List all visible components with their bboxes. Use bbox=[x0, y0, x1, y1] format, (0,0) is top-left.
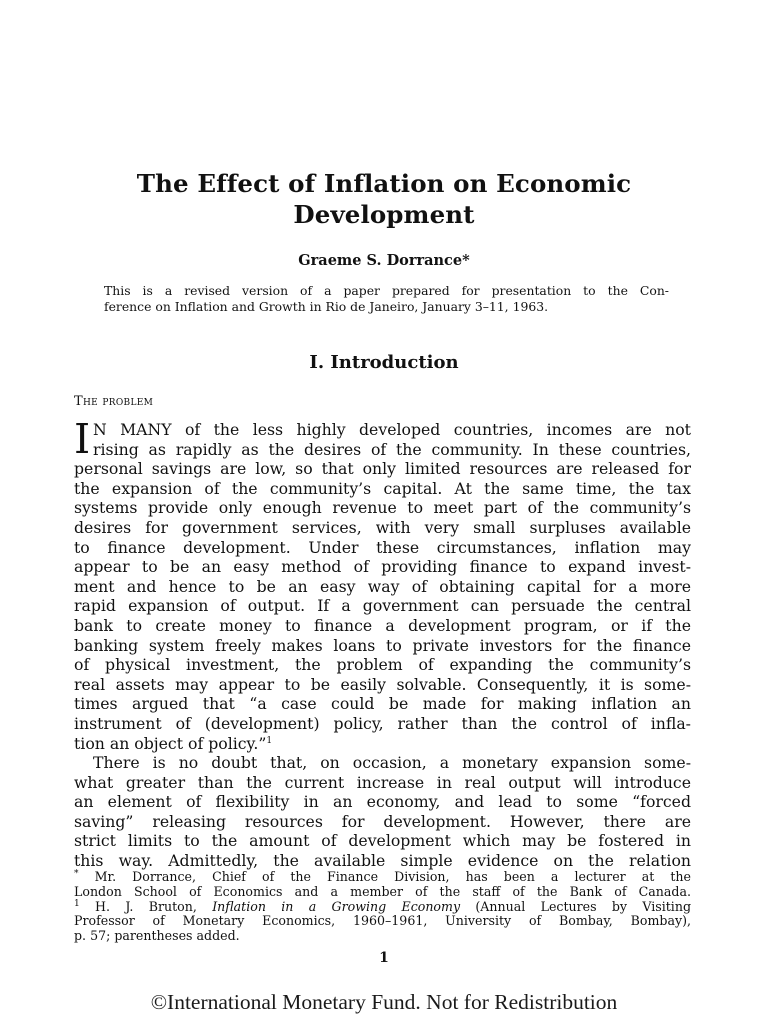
body-line bbox=[74, 636, 691, 656]
body-line bbox=[74, 459, 691, 479]
paragraph-2 bbox=[74, 753, 691, 871]
body-line: saving” releasing resources for development. However, there are bbox=[74, 811, 691, 831]
body-line bbox=[74, 655, 691, 675]
revision-note bbox=[104, 283, 669, 314]
body-line-text: the expansion of the community’s capital. At the same time, the tax bbox=[74, 478, 691, 498]
body-line bbox=[74, 596, 691, 616]
revision-note-line-1: This is a revised version of a paper prepared for presentation to the Con- bbox=[104, 283, 669, 298]
footnote-1 bbox=[74, 900, 691, 915]
body-line bbox=[74, 734, 691, 754]
body-line-text: systems provide only enough revenue to meet part of the community’s bbox=[74, 498, 691, 518]
paragraph-1 bbox=[74, 415, 691, 753]
body-line-text: instrument of (development) policy, rather than the control of infla- bbox=[74, 713, 691, 733]
body-line bbox=[74, 498, 691, 518]
body-line bbox=[74, 538, 691, 558]
body-line bbox=[74, 518, 691, 538]
body-line-text: real assets may appear to be easily solvable. Consequently, it is some- bbox=[74, 674, 691, 694]
footnote-star-line-2: London School of Economics and a member of the staff of the Bank of Canada. bbox=[74, 883, 691, 899]
body-line-text: banking system freely makes loans to private investors for the finance bbox=[74, 635, 691, 655]
body-line: what greater than the current increase in real output will introduce bbox=[74, 772, 691, 792]
body-line-text: to finance development. Under these circumstances, inflation may bbox=[74, 537, 691, 557]
page-number: 1 bbox=[379, 950, 389, 966]
body-text bbox=[74, 415, 691, 871]
footnote-star-mark: * bbox=[74, 868, 79, 879]
body-line-text: desires for government services, with very small surpluses available bbox=[74, 517, 691, 537]
body-line: There is no doubt that, on occasion, a monetary expansion some- bbox=[93, 753, 691, 773]
revision-note-line-2: ference on Inflation and Growth in Rio de Janeiro, January 3–11, 1963. bbox=[104, 298, 549, 314]
footnote-1-mark: 1 bbox=[74, 898, 80, 909]
body-line bbox=[74, 694, 691, 714]
footnote-1-line-3: p. 57; parentheses added. bbox=[74, 928, 240, 944]
body-line-text: bank to create money to finance a development program, or if the bbox=[74, 615, 691, 635]
footnote-ref-1: 1 bbox=[266, 735, 273, 746]
body-line-text: ment and hence to be an easy way of obtaining capital for a more bbox=[74, 576, 691, 596]
body-line-text: personal savings are low, so that only limited resources are released for bbox=[74, 459, 691, 479]
body-line-text: of physical investment, the problem of expanding the community’s bbox=[74, 655, 691, 675]
paper-title bbox=[70, 168, 698, 230]
footnote-1-author: H. J. Bruton, bbox=[79, 898, 213, 914]
body-line-text: N MANY of the less highly developed countries, incomes are not bbox=[93, 420, 691, 439]
body-line-text: tion an object of policy.” bbox=[74, 733, 267, 753]
body-line: an element of flexibility in an economy, and lead to some “forced bbox=[74, 792, 691, 812]
footnote-1-book-title: Inflation in a Growing Economy bbox=[212, 898, 461, 914]
body-line bbox=[74, 557, 691, 577]
body-line: this way. Admittedly, the available simple evidence on the relation bbox=[74, 851, 691, 871]
body-line bbox=[74, 675, 691, 695]
body-line-text: times argued that “a case could be made for making inflation an bbox=[74, 694, 691, 714]
body-line bbox=[74, 577, 691, 597]
drop-cap: I bbox=[74, 415, 91, 463]
subsection-heading: The problem bbox=[74, 394, 154, 409]
body-line bbox=[74, 479, 691, 499]
footnote-1-line-2: Professor of Monetary Economics, 1960–1961, University of Bombay, Bombay), bbox=[74, 913, 691, 929]
footnotes bbox=[74, 870, 691, 944]
footnote-star bbox=[74, 870, 691, 885]
body-line bbox=[74, 440, 691, 460]
body-line bbox=[74, 714, 691, 734]
copyright-notice: ©International Monetary Fund. Not for Redistribution bbox=[150, 990, 618, 1014]
author-name: Graeme S. Dorrance* bbox=[298, 252, 470, 269]
body-line-text: rapid expansion of output. If a government can persuade the central bbox=[74, 596, 691, 616]
body-line: strict limits to the amount of development which may be fostered in bbox=[74, 831, 691, 851]
section-heading: I. Introduction bbox=[309, 352, 459, 373]
paper-title-line-2: Development bbox=[293, 200, 475, 229]
footnote-1-rest: (Annual Lectures by Visiting bbox=[460, 898, 692, 914]
body-line-text: rising as rapidly as the desires of the community. In these countries, bbox=[93, 439, 691, 459]
body-line-text: appear to be an easy method of providing finance to expand invest- bbox=[74, 557, 691, 577]
body-line bbox=[74, 616, 691, 636]
paper-title-line-1: The Effect of Inflation on Economic bbox=[136, 169, 632, 198]
footnote-star-text-1: Mr. Dorrance, Chief of the Finance Division, has been a lecturer at the bbox=[78, 869, 691, 884]
